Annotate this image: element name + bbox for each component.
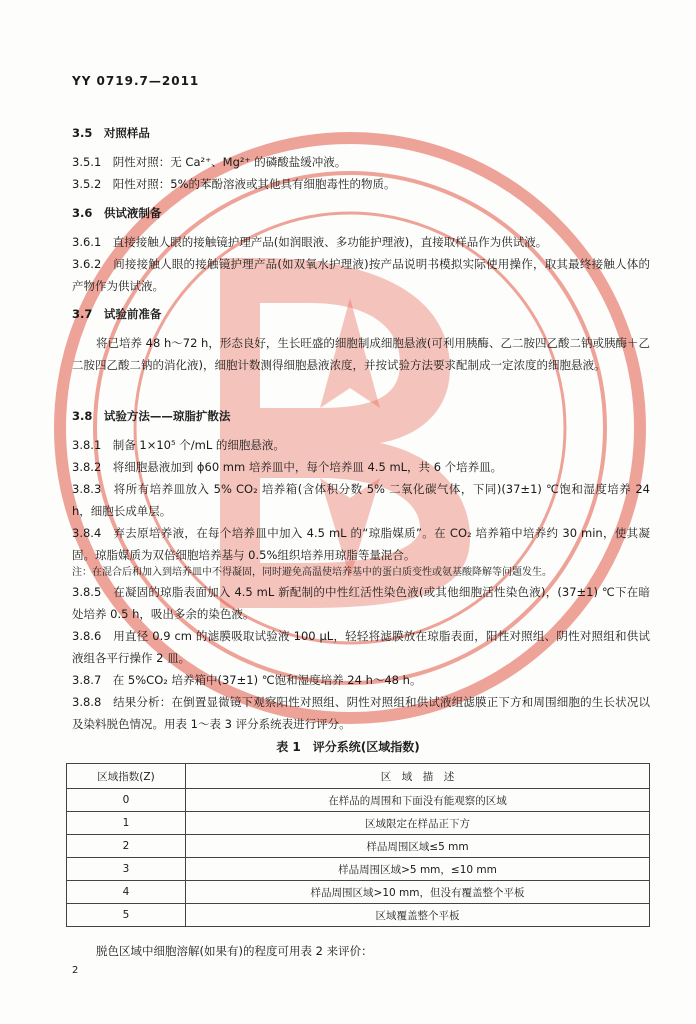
table-1-caption: 表 1 评分系统(区域指数) — [276, 740, 420, 754]
zone-index-cell: 5 — [67, 904, 186, 927]
section-3-8-title: 3.8 试验方法——琼脂扩散法 — [72, 409, 231, 423]
clause-3-8-8: 3.8.8 结果分析：在倒置显微镜下观察阳性对照组、阴性对照组和供试液组滤膜正下方和周围细胞的生长状况以及染料脱色情况。用表 1～表 3 评分系统表进行评分。 — [72, 695, 650, 731]
zone-description-cell: 在样品的周围和下面没有能观察的区域 — [186, 789, 650, 812]
zone-description-cell: 样品周围区域>10 mm，但没有覆盖整个平板 — [186, 881, 650, 904]
zone-description-cell: 区域限定在样品正下方 — [186, 812, 650, 835]
section-3-6-title: 3.6 供试液制备 — [72, 206, 162, 220]
zone-description-cell: 样品周围区域>5 mm，≤10 mm — [186, 858, 650, 881]
zone-index-cell: 3 — [67, 858, 186, 881]
clause-3-5-2: 3.5.2 阳性对照：5%的苯酚溶液或其他具有细胞毒性的物质。 — [72, 177, 396, 191]
clause-3-8-6: 3.8.6 用直径 0.9 cm 的滤膜吸取试验液 100 μL，轻轻将滤膜放在琼脂表面，阳性对照组、阴性对照组和供试液组各平行操作 2 皿。 — [72, 629, 650, 665]
zone-index-cell: 0 — [67, 789, 186, 812]
document-header: YY 0719.7—2011 — [72, 74, 200, 88]
table-row — [67, 789, 650, 812]
zone-description-cell: 样品周围区域≤5 mm — [186, 835, 650, 858]
zone-index-cell: 1 — [67, 812, 186, 835]
zone-index-cell: 4 — [67, 881, 186, 904]
page-number: 2 — [72, 965, 79, 976]
closing-sentence: 脱色区域中细胞溶解(如果有)的程度可用表 2 来评价： — [96, 944, 373, 958]
clause-3-7-text: 将已培养 48 h～72 h，形态良好，生长旺盛的细胞制成细胞悬液(可利用胰酶、乙二胺四乙酸二钠或胰酶＋乙二胺四乙酸二钠的消化液)，细胞计数测得细胞悬液浓度，并按试验方法要求配制成一定浓度的细胞悬液。 — [72, 336, 650, 372]
zone-description-cell: 区域覆盖整个平板 — [186, 904, 650, 927]
clause-3-6-2: 3.6.2 间接接触人眼的接触镜护理产品(如双氧水护理液)按产品说明书模拟实际使用操作，取其最终接触人体的产物作为供试液。 — [72, 257, 650, 293]
header-zone-description: 区 域 描 述 — [186, 764, 650, 789]
header-zone-index: 区域指数(Z) — [67, 764, 186, 789]
clause-3-8-2: 3.8.2 将细胞悬液加到 ϕ60 mm 培养皿中，每个培养皿 4.5 mL，共 6 个培养皿。 — [72, 460, 503, 474]
table-row — [67, 904, 650, 927]
table-row — [67, 881, 650, 904]
clause-3-8-5: 3.8.5 在凝固的琼脂表面加入 4.5 mL 新配制的中性红活性染色液(或其他细胞活性染色液)，(37±1) ℃下在暗处培养 0.5 h，吸出多余的染色液。 — [72, 585, 650, 621]
section-3-5-title: 3.5 对照样品 — [72, 126, 150, 140]
clause-3-8-1: 3.8.1 制备 1×10⁵ 个/mL 的细胞悬液。 — [72, 438, 285, 452]
table-header-row — [67, 764, 650, 789]
scoring-table — [66, 763, 650, 927]
clause-3-8-3: 3.8.3 将所有培养皿放入 5% CO₂ 培养箱(含体积分数 5% 二氧化碳气体，下同)(37±1) ℃饱和湿度培养 24 h，细胞长成单层。 — [72, 482, 650, 518]
table-row — [67, 812, 650, 835]
clause-3-5-1: 3.5.1 阴性对照：无 Ca²⁺、Mg²⁺ 的磷酸盐缓冲液。 — [72, 155, 347, 169]
clause-3-6-1: 3.6.1 直接接触人眼的接触镜护理产品(如润眼液、多功能护理液)，直接取样品作为供试液。 — [72, 235, 548, 249]
table-row — [67, 858, 650, 881]
clause-3-8-note: 注：在混合后和加入到培养皿中不得凝固，同时避免高温使培养基中的蛋白质变性或氨基酸降解等问题发生。 — [72, 567, 552, 578]
section-3-7-title: 3.7 试验前准备 — [72, 307, 162, 321]
clause-3-8-4: 3.8.4 弃去原培养液，在每个培养皿中加入 4.5 mL 的“琼脂媒质”。在 CO₂ 培养箱中培养约 30 min，使其凝固。琼脂媒质为双倍细胞培养基与 0.5%组织培养用琼脂等量混合。 — [72, 526, 650, 562]
table-row — [67, 835, 650, 858]
zone-index-cell: 2 — [67, 835, 186, 858]
clause-3-8-7: 3.8.7 在 5%CO₂ 培养箱中(37±1) ℃饱和湿度培养 24 h～48 h。 — [72, 673, 422, 687]
